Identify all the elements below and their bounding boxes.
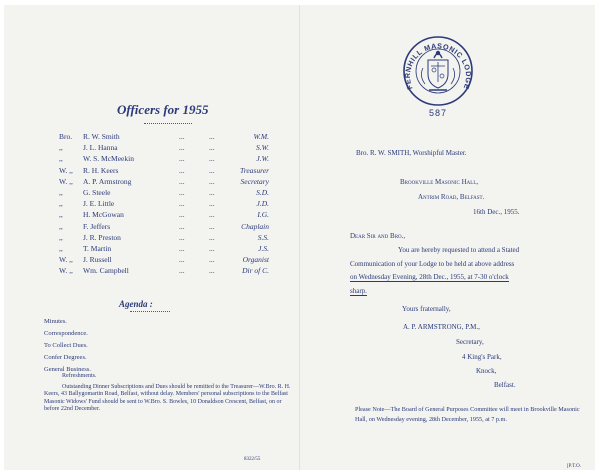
officer-prefix: W. ,, — [59, 176, 73, 186]
officer-post: S.W. — [255, 143, 269, 153]
officer-row — [59, 198, 269, 209]
seal-lodge-number: 587 — [428, 108, 448, 118]
officer-dots: ... — [179, 176, 185, 186]
officer-post: S.S. — [257, 232, 269, 242]
letter-date: 16th Dec., 1955. — [473, 208, 520, 216]
officer-dots: ... — [209, 187, 215, 197]
officer-name: R. W. Smith — [83, 132, 120, 141]
please-note: Please Note—The Board of General Purposes Committee will meet in Brookville Masonic Hall, on Wednesday evening, 28th December, 1955, at 7 p.m. — [355, 406, 580, 423]
officer-name: R. H. Keers — [83, 165, 119, 175]
officer-prefix: W. ,, — [59, 165, 73, 175]
officer-dots: ... — [209, 176, 215, 186]
officer-post: Treasurer — [239, 165, 269, 175]
invitation-sheet — [4, 5, 595, 470]
agenda-item: General Business. — [44, 366, 91, 373]
officer-name: J. E. Little — [83, 199, 115, 209]
officer-post: Secretary — [240, 176, 269, 186]
officer-prefix: W. ,, — [59, 266, 73, 276]
officer-row — [59, 209, 269, 220]
officer-name: J. R. Preston — [83, 232, 121, 242]
officers-title: Officers for 1955 — [117, 102, 209, 117]
officer-prefix: ,, — [59, 221, 63, 231]
officer-row — [59, 153, 269, 164]
officer-dots: ... — [179, 143, 185, 153]
officer-name: Wm. Campbell — [83, 266, 129, 276]
officer-dots: ... — [209, 243, 215, 253]
agenda-notes — [44, 373, 292, 417]
officer-dots: ... — [209, 255, 215, 265]
officer-dots: ... — [179, 154, 185, 164]
officer-dots: ... — [179, 221, 185, 231]
widows-fund-note: Outstanding Dinner Subscriptions and Dues should be remitted to the Treasurer—W.Bro. R. H. Keers, 43 Ballygomartin Road, Belfast, without delay. Members' personal subscriptions to the Belfast Masonic Widows' Fund should be sent to W.Bro. S. Bowles, 10 Donaldson Crescent, Belfast, on or before 22nd December. — [44, 383, 291, 412]
meeting-date-line: on Wednesday Evening, 28th Dec., 1955, at 7-30 o'clock — [350, 273, 509, 281]
meeting-date-line-end: sharp. — [350, 286, 367, 295]
signatory-title: Secretary, — [456, 338, 484, 346]
body-line: You are hereby requested to attend a Stated — [398, 246, 520, 254]
officer-prefix: ,, — [59, 154, 63, 164]
officer-post: S.D. — [256, 187, 269, 197]
officer-row — [59, 254, 269, 265]
officer-dots: ... — [209, 221, 215, 231]
salutation: Dear Sir and Bro., — [350, 232, 406, 240]
officer-row — [59, 131, 269, 142]
officer-prefix: Bro. — [59, 132, 73, 141]
officer-dots: ... — [179, 187, 185, 197]
officer-row — [59, 176, 269, 187]
officer-name: H. McGowan — [83, 210, 124, 220]
officer-prefix: ,, — [59, 187, 63, 197]
officer-prefix: ,, — [59, 243, 63, 253]
agenda-item: To Collect Dues. — [44, 342, 88, 349]
officer-row — [59, 187, 269, 198]
pto-marker: [P.T.O. — [567, 464, 581, 469]
signatory-city: Belfast. — [494, 381, 516, 389]
hall-road: Antrim Road, Belfast. — [418, 193, 485, 201]
closing: Yours fraternally, — [402, 305, 451, 313]
officer-prefix: ,, — [59, 232, 63, 242]
officer-dots: ... — [209, 165, 215, 175]
officer-dots: ... — [179, 165, 185, 175]
officer-row — [59, 165, 269, 176]
officer-row — [59, 265, 269, 276]
agenda-item: Confer Degrees. — [44, 354, 87, 361]
officer-row — [59, 142, 269, 153]
officer-prefix: ,, — [59, 143, 63, 153]
officer-post: Dir of C. — [242, 266, 269, 276]
agenda-list — [44, 316, 91, 376]
officer-prefix: W. ,, — [59, 255, 73, 265]
officer-name: T. Martin — [83, 243, 112, 253]
officer-post: J.S. — [258, 243, 269, 253]
officer-dots: ... — [179, 243, 185, 253]
officer-dots: ... — [179, 266, 185, 276]
officer-name: J. L. Hanna — [83, 143, 118, 153]
officer-row — [59, 232, 269, 243]
officer-dots: ... — [209, 232, 215, 242]
officers-list — [59, 131, 269, 276]
officer-post: Chaplain — [241, 221, 269, 231]
officer-name: A. P. Armstrong — [83, 176, 132, 186]
agenda-item: Minutes. — [44, 318, 67, 325]
title-divider — [144, 123, 192, 124]
signatory-town: Knock, — [476, 367, 497, 375]
seal-lodge-name: FERNHILL MASONIC LODGE — [402, 41, 474, 91]
officer-prefix: ,, — [59, 199, 63, 209]
officer-dots: ... — [209, 154, 215, 164]
print-code: 8322/55 — [244, 457, 261, 462]
officer-dots: ... — [209, 132, 215, 141]
officer-post: J.D. — [256, 199, 269, 209]
officer-post: Organist — [242, 255, 269, 265]
agenda-item: Correspondence. — [44, 330, 88, 337]
officer-name: F. Jeffers — [83, 221, 111, 231]
officer-dots: ... — [179, 232, 185, 242]
officer-dots: ... — [209, 143, 215, 153]
officer-post: W.M. — [253, 132, 269, 141]
invitation-body — [350, 244, 578, 298]
officer-name: W. S. McMeekin — [83, 154, 134, 164]
officer-post: I.G. — [257, 210, 269, 220]
lodge-seal-emblem — [401, 34, 475, 120]
officer-post: J.W. — [256, 154, 269, 164]
agenda-divider — [130, 311, 170, 312]
officer-dots: ... — [179, 210, 185, 220]
officer-dots: ... — [179, 132, 185, 141]
officer-dots: ... — [209, 199, 215, 209]
officer-dots: ... — [209, 210, 215, 220]
signatory-name: A. P. ARMSTRONG, P.M., — [403, 323, 480, 331]
officer-row — [59, 221, 269, 232]
body-line: Communication of your Lodge to be held at above address — [350, 259, 515, 268]
officer-name: G. Steele — [83, 187, 111, 197]
officer-name: J. Russell — [83, 255, 112, 265]
hall-name: Brookville Masonic Hall, — [400, 178, 479, 186]
signatory-street: 4 King's Park, — [462, 353, 502, 361]
agenda-title: Agenda : — [119, 299, 153, 309]
officer-dots: ... — [179, 199, 185, 209]
officer-prefix: ,, — [59, 210, 63, 220]
officer-row — [59, 243, 269, 254]
addressee: Bro. R. W. SMITH, Worshipful Master. — [356, 149, 467, 157]
officer-dots: ... — [209, 266, 215, 276]
dinner-note: Refreshments. — [62, 373, 97, 379]
officer-dots: ... — [179, 255, 185, 265]
